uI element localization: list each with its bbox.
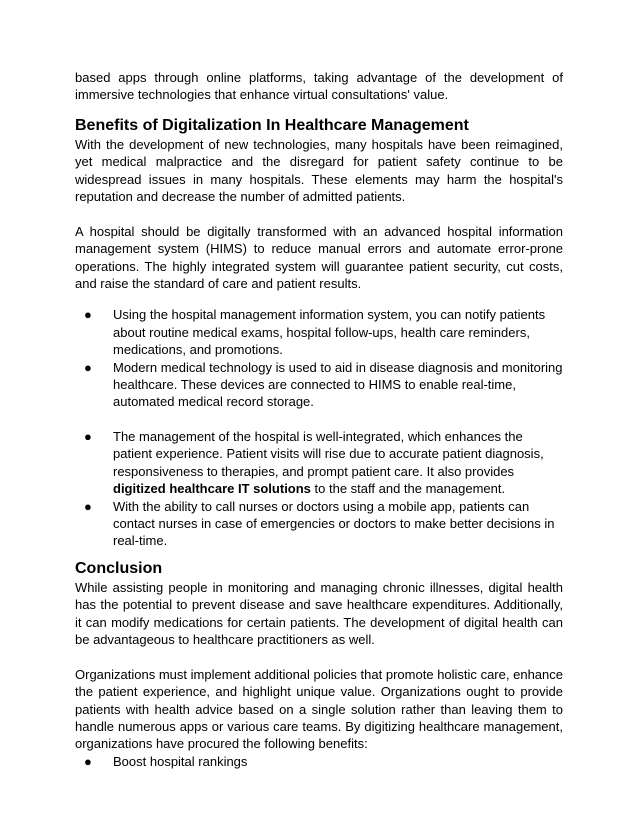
intro-paragraph: based apps through online platforms, taking advantage of the development of immersive technologies that enhance virtual consultations' value.: [75, 70, 563, 103]
benefits-heading: Benefits of Digitalization In Healthcare Management: [75, 116, 469, 134]
conclusion-paragraph-2: Organizations must implement additional policies that promote holistic care, enhance the patient experience, and highlight unique value. Organizations ought to provide patients with health advice based on a single solution rather than leaving them to handle numerous apps or various care teams. By digitizing healthcare management, organizations have procured the following benefits:: [75, 666, 563, 752]
list-item-text-end: to the staff and the management.: [310, 481, 506, 497]
benefits-paragraph-1: With the development of new technologies, many hospitals have been reimagined, yet medical malpractice and the disregard for patient safety continue to be widespread issues in many hospitals. These elements may harm the hospital's reputation and decrease the number of admitted patients.: [75, 136, 563, 205]
benefits-bullet-list-b: [75, 428, 563, 550]
conclusion-bullet-list: [75, 753, 563, 770]
list-item-text: [113, 429, 544, 496]
paragraph-gap: [75, 205, 563, 222]
bold-phrase: digitized healthcare IT solutions: [113, 481, 311, 497]
list-item: [75, 306, 563, 358]
conclusion-paragraph-1: While assisting people in monitoring and managing chronic illnesses, digital health has the potential to prevent disease and save healthcare expenditures. Additionally, it can modify medications for certain patients. The development of digital health can be advantageous to healthcare practitioners as well.: [75, 579, 563, 647]
list-item-text: Modern medical technology is used to aid in disease diagnosis and monitoring healthcare. These devices are connected to HIMS to enable real-time, automated medical record storage.: [113, 359, 563, 410]
bullet-icon: ●: [84, 753, 92, 769]
list-item: [75, 359, 563, 411]
paragraph-gap: [75, 648, 563, 665]
list-item: [75, 498, 563, 550]
benefits-paragraph-2: A hospital should be digitally transformed with an advanced hospital information management system (HIMS) to reduce manual errors and automate error-prone operations. The highly integrated system will guarantee patient security, cut costs, and raise the standard of care and patient results.: [75, 223, 563, 292]
bullet-icon: ●: [84, 307, 92, 323]
benefits-bullet-list-a: [75, 306, 563, 410]
bullet-icon: ●: [84, 498, 92, 514]
list-item-text: Boost hospital rankings: [113, 753, 248, 769]
bullet-icon: ●: [84, 359, 92, 375]
list-item-text: Using the hospital management information system, you can notify patients about routine medical exams, hospital follow-ups, health care reminders, medications, and promotions.: [113, 307, 546, 358]
list-item-text-start: The management of the hospital is well-integrated, which enhances the patient experience. Patient visits will rise due to accurate patient diagnosis, responsiveness to therapies, and prompt patient care. It also provides: [113, 428, 544, 479]
list-item: [75, 753, 563, 770]
conclusion-heading: Conclusion: [75, 559, 163, 577]
bullet-icon: ●: [84, 428, 92, 444]
list-item: [75, 428, 563, 498]
list-item-text: With the ability to call nurses or doctors using a mobile app, patients can contact nurses in case of emergencies or doctors to make better decisions in real-time.: [113, 498, 555, 549]
